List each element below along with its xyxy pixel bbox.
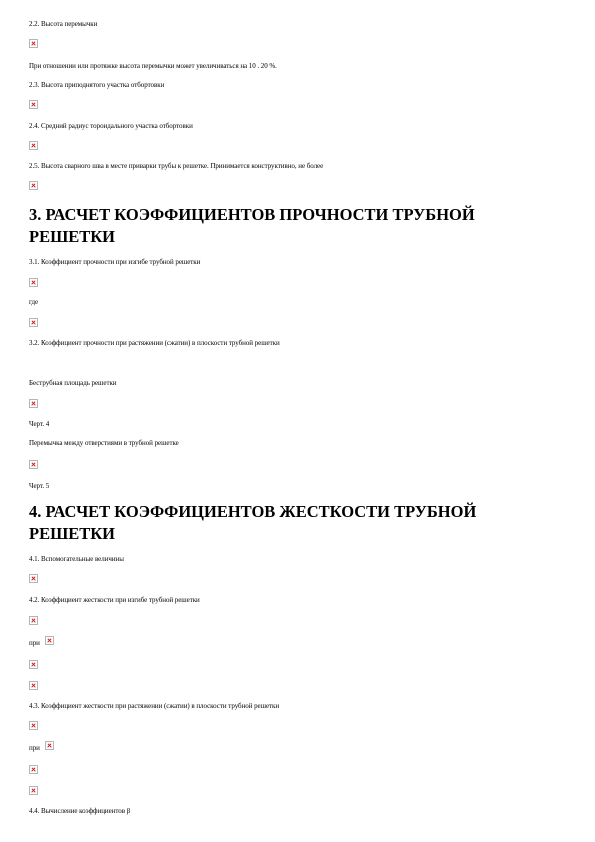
section-4-1-label: 4.1. Вспомогательные величины bbox=[29, 555, 124, 563]
figure-4-caption: Перемычка между отверстиями в трубной решетке bbox=[29, 439, 179, 447]
broken-image-icon bbox=[29, 574, 38, 583]
broken-image-icon bbox=[29, 141, 38, 150]
section-2-3-label: 2.3. Высота приподнятого участка отбортовки bbox=[29, 81, 165, 89]
section-2-2-note: При отношении или протяжке высота перемычки может увеличиваться на 10 . 20 %. bbox=[29, 62, 277, 70]
broken-image-icon bbox=[45, 741, 54, 750]
broken-image-icon bbox=[29, 721, 38, 730]
broken-image-icon bbox=[29, 460, 38, 469]
section-3-2-label: 3.2. Коэффициент прочности при растяжении (сжатии) в плоскости трубной решетки bbox=[29, 339, 280, 347]
section-4-3-label: 4.3. Коэффициент жесткости при растяжении (сжатии) в плоскости трубной решетки bbox=[29, 702, 280, 710]
broken-image-icon bbox=[29, 318, 38, 327]
broken-image-icon bbox=[29, 399, 38, 408]
heading-section-4: 4. РАСЧЕТ КОЭФФИЦИЕНТОВ ЖЕСТКОСТИ ТРУБНОЙ РЕШЕТКИ bbox=[29, 502, 477, 543]
broken-image-icon bbox=[29, 181, 38, 190]
section-2-2-label: 2.2. Высота перемычки bbox=[29, 20, 98, 28]
broken-image-icon bbox=[29, 660, 38, 669]
broken-image-icon bbox=[29, 100, 38, 109]
section-3-2-area: Беструбная площадь решетки bbox=[29, 379, 117, 387]
broken-image-icon bbox=[29, 616, 38, 625]
section-4-2-when: при bbox=[29, 639, 40, 647]
section-4-2-label: 4.2. Коэффициент жесткости при изгибе трубной решетки bbox=[29, 596, 200, 604]
section-2-5-label: 2.5. Высота сварного шва в месте приварки трубы к решетке. Принимается конструктивно, не более bbox=[29, 162, 324, 170]
section-4-3-when: при bbox=[29, 744, 40, 752]
section-3-1-label: 3.1. Коэффициент прочности при изгибе трубной решетки bbox=[29, 258, 201, 266]
section-4-4-label: 4.4. Вычисление коэффициентов β bbox=[29, 807, 131, 815]
heading-section-3: 3. РАСЧЕТ КОЭФФИЦИЕНТОВ ПРОЧНОСТИ ТРУБНОЙ РЕШЕТКИ bbox=[29, 205, 475, 246]
broken-image-icon bbox=[29, 278, 38, 287]
broken-image-icon bbox=[29, 681, 38, 690]
broken-image-icon bbox=[29, 765, 38, 774]
section-3-1-where: где bbox=[29, 298, 39, 306]
broken-image-icon bbox=[45, 636, 54, 645]
figure-4-label: Черт. 4 bbox=[29, 420, 50, 428]
broken-image-icon bbox=[29, 39, 38, 48]
broken-image-icon bbox=[29, 786, 38, 795]
figure-5-label: Черт. 5 bbox=[29, 482, 50, 490]
section-2-4-label: 2.4. Средний радиус тороидального участка отбортовки bbox=[29, 122, 193, 130]
